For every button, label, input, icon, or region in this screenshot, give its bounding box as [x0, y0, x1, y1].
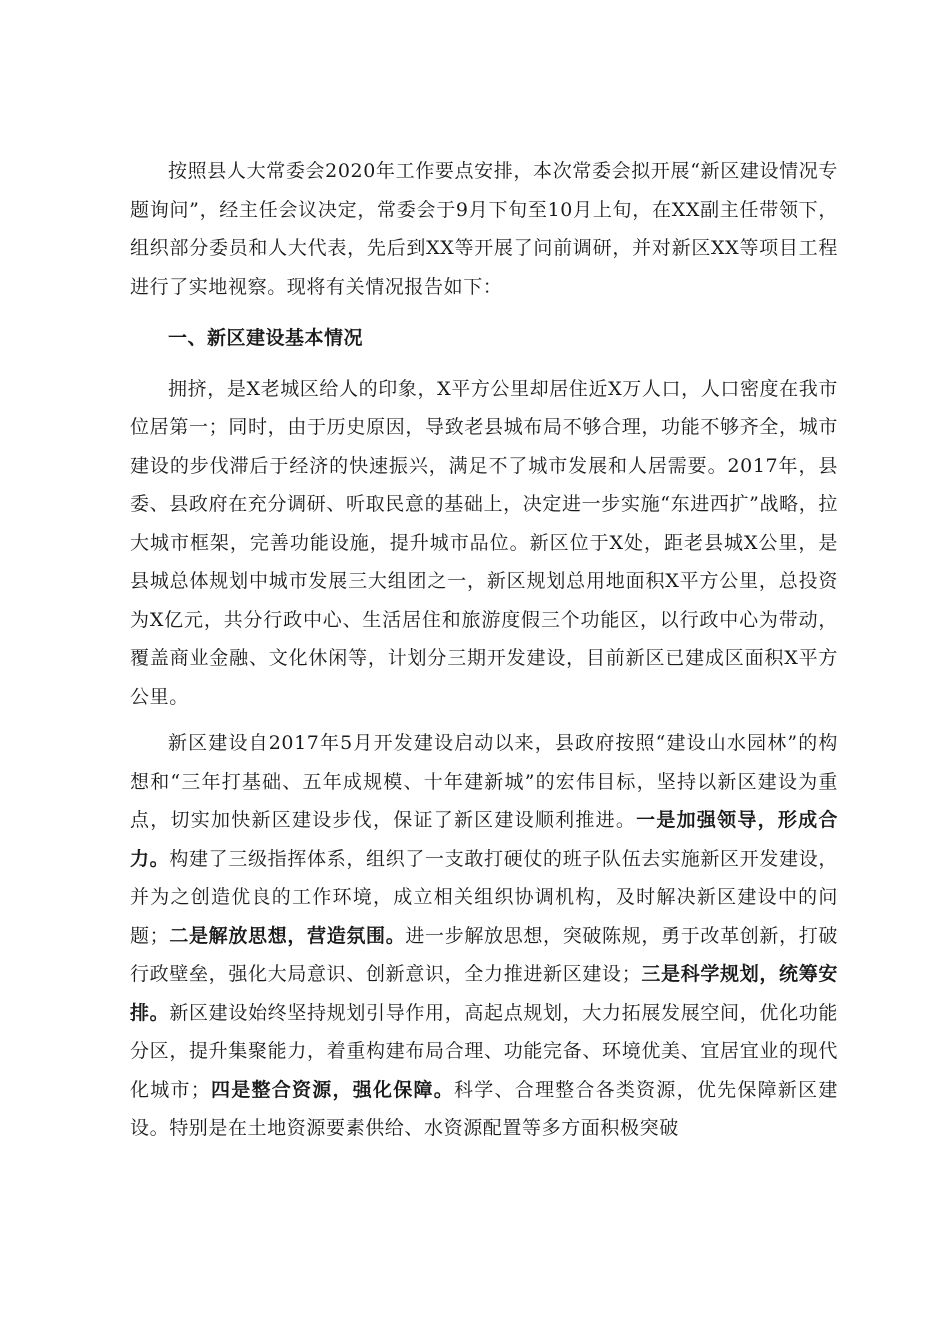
paragraph-text: 新区建设自2017年5月开发建设启动以来，县政府按照“建设山水园林”的构想和“三年打基础、五年成规模、十年建新城”的宏伟目标，坚持以新区建设为重点，切实加快新区建设步伐，保证了新区建设顺利推进。: [130, 732, 838, 831]
bold-point-3: 三是科学规划，统筹安排。: [130, 963, 838, 1024]
document-page: [130, 152, 838, 1148]
paragraph-basic-situation: 拥挤，是X老城区给人的印象，X平方公里却居住近X万人口，人口密度在我市位居第一；同时，由于历史原因，导致老县城布局不够合理，功能不够齐全，城市建设的步伐滞后于经济的快速振兴，满足不了城市发展和人居需要。2017年，县委、县政府在充分调研、听取民意的基础上，决定进一步实施“东进西扩”战略，拉大城市框架，完善功能设施，提升城市品位。新区位于X处，距老县城X公里，是县城总体规划中城市发展三大组团之一，新区规划总用地面积X平方公里，总投资为X亿元，共分行政中心、生活居住和旅游度假三个功能区，以行政中心为带动，覆盖商业金融、文化休闲等，计划分三期开发建设，目前新区已建成区面积X平方公里。: [130, 377, 838, 708]
section-heading-1: 一、新区建设基本情况: [168, 327, 364, 349]
paragraph-text: 科学、合理整合各类资源，优先保障新区建设。特别是在土地资源要素供给、水资源配置等多方面积极突破: [130, 1078, 838, 1139]
bold-point-2: 二是解放思想，营造氛围。: [169, 924, 406, 947]
paragraph-text: 构建了三级指挥体系，组织了一支敢打硬仗的班子队伍去实施新区开发建设，并为之创造优良的工作环境，成立相关组织协调机构，及时解决新区建设中的问题；: [130, 847, 838, 947]
paragraph-construction-progress: [130, 724, 838, 1148]
paragraph-text: 进一步解放思想，突破陈规，勇于改革创新，打破行政壁垒，强化大局意识、创新意识，全力推进新区建设；: [130, 924, 839, 985]
intro-paragraph: 按照县人大常委会2020年工作要点安排，本次常委会拟开展“新区建设情况专题询问”，经主任会议决定，常委会于9月下旬至10月上旬，在XX副主任带领下，组织部分委员和人大代表，先后到XX等开展了问前调研，并对新区XX等项目工程进行了实地视察。现将有关情况报告如下：: [130, 160, 838, 298]
paragraph-text: 新区建设始终坚持规划引导作用，高起点规划，大力拓展发展空间，优化功能分区，提升集聚能力，着重构建布局合理、功能完备、环境优美、宜居宜业的现代化城市；: [130, 1001, 838, 1101]
bold-point-4: 四是整合资源，强化保障。: [210, 1078, 454, 1101]
bold-point-1: 一是加强领导，形成合力。: [130, 809, 838, 870]
